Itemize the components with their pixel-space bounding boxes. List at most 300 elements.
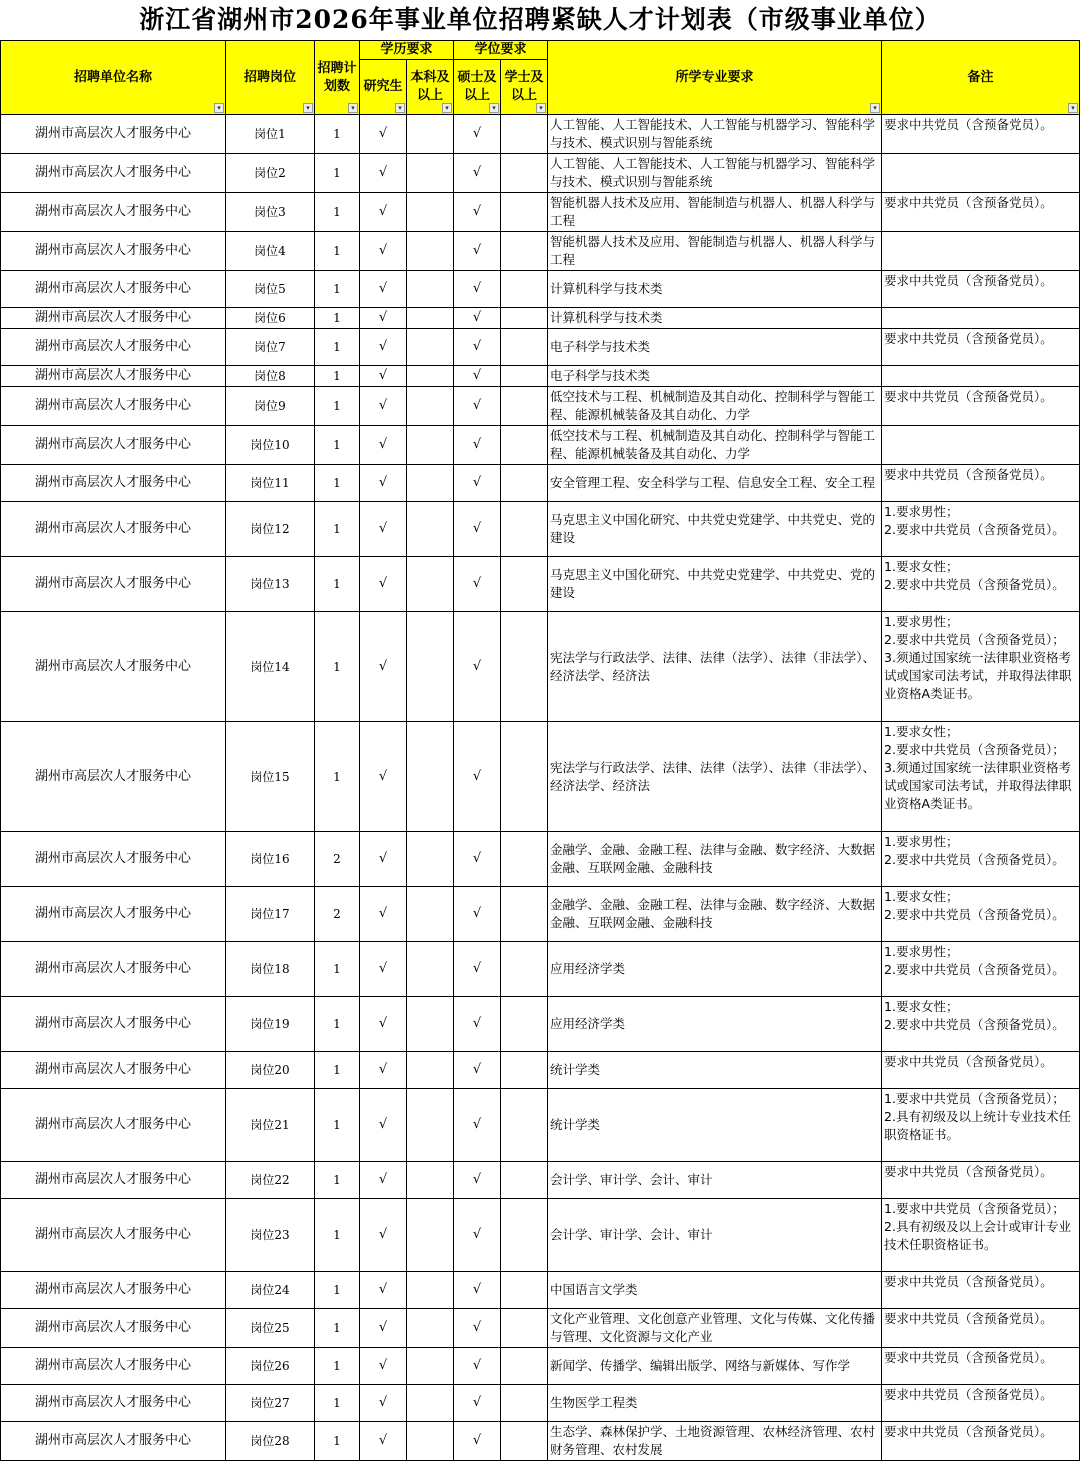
unit-cell[interactable]: 湖州市高层次人才服务中心	[1, 942, 226, 997]
note-cell[interactable]: 要求中共党员（含预备党员）。	[882, 387, 1080, 426]
major-cell[interactable]: 低空技术与工程、机械制造及其自动化、控制科学与智能工程、能源机械装备及其自动化、力学	[548, 387, 882, 426]
edu-bach-cell[interactable]	[407, 1052, 454, 1089]
major-cell[interactable]: 宪法学与行政法学、法律、法律（法学）、法律（非法学）、经济法学、经济法	[548, 612, 882, 722]
deg-master-cell[interactable]: √	[454, 997, 501, 1052]
count-cell[interactable]: 1	[315, 465, 360, 502]
header-deg-bach[interactable]: 学士及以上 ▾	[501, 60, 548, 115]
unit-cell[interactable]: 湖州市高层次人才服务中心	[1, 465, 226, 502]
count-cell[interactable]: 1	[315, 1199, 360, 1272]
filter-dropdown-icon[interactable]: ▾	[870, 103, 880, 113]
table-row	[1, 387, 1080, 426]
deg-bach-cell[interactable]	[501, 465, 548, 502]
table-row	[1, 193, 1080, 232]
unit-cell[interactable]: 湖州市高层次人才服务中心	[1, 612, 226, 722]
post-cell[interactable]: 岗位3	[226, 193, 315, 232]
major-cell[interactable]: 计算机科学与技术类	[548, 308, 882, 329]
unit-cell[interactable]: 湖州市高层次人才服务中心	[1, 1309, 226, 1348]
note-cell[interactable]: 1.要求女性； 2.要求中共党员（含预备党员）。	[882, 557, 1080, 612]
table-row	[1, 612, 1080, 722]
deg-master-cell[interactable]: √	[454, 308, 501, 329]
edu-grad-cell[interactable]: √	[360, 193, 407, 232]
note-cell[interactable]: 要求中共党员（含预备党员）。	[882, 329, 1080, 366]
edu-bach-cell[interactable]	[407, 232, 454, 271]
table-row	[1, 722, 1080, 832]
major-cell[interactable]: 宪法学与行政法学、法律、法律（法学）、法律（非法学）、经济法学、经济法	[548, 722, 882, 832]
deg-master-cell[interactable]: √	[454, 193, 501, 232]
edu-grad-cell[interactable]: √	[360, 1348, 407, 1385]
major-cell[interactable]: 中国语言文学类	[548, 1272, 882, 1309]
deg-master-cell[interactable]: √	[454, 1348, 501, 1385]
edu-bach-cell[interactable]	[407, 1385, 454, 1422]
major-cell[interactable]: 人工智能、人工智能技术、人工智能与机器学习、智能科学与技术、模式识别与智能系统	[548, 115, 882, 154]
unit-cell[interactable]: 湖州市高层次人才服务中心	[1, 154, 226, 193]
major-cell[interactable]: 统计学类	[548, 1089, 882, 1162]
note-cell[interactable]: 1.要求中共党员（含预备党员）； 2.具有初级及以上会计或审计专业技术任职资格证书。	[882, 1199, 1080, 1272]
deg-bach-cell[interactable]	[501, 232, 548, 271]
deg-bach-cell[interactable]	[501, 271, 548, 308]
count-cell[interactable]: 2	[315, 832, 360, 887]
major-cell[interactable]: 智能机器人技术及应用、智能制造与机器人、机器人科学与工程	[548, 232, 882, 271]
post-cell[interactable]: 岗位12	[226, 502, 315, 557]
deg-bach-cell[interactable]	[501, 832, 548, 887]
deg-master-cell[interactable]: √	[454, 942, 501, 997]
unit-cell[interactable]: 湖州市高层次人才服务中心	[1, 1052, 226, 1089]
filter-dropdown-icon[interactable]: ▾	[442, 103, 452, 113]
deg-master-cell[interactable]: √	[454, 832, 501, 887]
note-cell[interactable]: 1.要求女性； 2.要求中共党员（含预备党员）。	[882, 997, 1080, 1052]
edu-grad-cell[interactable]: √	[360, 1385, 407, 1422]
note-cell[interactable]: 1.要求中共党员（含预备党员）； 2.具有初级及以上统计专业技术任职资格证书。	[882, 1089, 1080, 1162]
note-cell[interactable]: 要求中共党员（含预备党员）。	[882, 1309, 1080, 1348]
edu-grad-cell[interactable]: √	[360, 232, 407, 271]
count-cell[interactable]: 1	[315, 1385, 360, 1422]
major-cell[interactable]: 低空技术与工程、机械制造及其自动化、控制科学与智能工程、能源机械装备及其自动化、力学	[548, 426, 882, 465]
post-cell[interactable]: 岗位15	[226, 722, 315, 832]
unit-cell[interactable]: 湖州市高层次人才服务中心	[1, 832, 226, 887]
table-row	[1, 1052, 1080, 1089]
deg-bach-cell[interactable]	[501, 366, 548, 387]
deg-bach-cell[interactable]	[501, 1162, 548, 1199]
edu-grad-cell[interactable]: √	[360, 557, 407, 612]
post-cell[interactable]: 岗位9	[226, 387, 315, 426]
count-cell[interactable]: 1	[315, 502, 360, 557]
major-cell[interactable]: 文化产业管理、文化创意产业管理、文化与传媒、文化传播与管理、文化资源与文化产业	[548, 1309, 882, 1348]
count-cell[interactable]: 1	[315, 1309, 360, 1348]
major-cell[interactable]: 生态学、森林保护学、土地资源管理、农林经济管理、农村财务管理、农村发展	[548, 1422, 882, 1461]
count-cell[interactable]: 1	[315, 115, 360, 154]
table-row	[1, 832, 1080, 887]
deg-bach-cell[interactable]	[501, 308, 548, 329]
edu-bach-cell[interactable]	[407, 1422, 454, 1461]
edu-bach-cell[interactable]	[407, 502, 454, 557]
header-edu-group: 学历要求	[360, 41, 454, 60]
edu-bach-cell[interactable]	[407, 887, 454, 942]
table-row	[1, 1089, 1080, 1162]
post-cell[interactable]: 岗位27	[226, 1385, 315, 1422]
note-cell[interactable]: 要求中共党员（含预备党员）。	[882, 1052, 1080, 1089]
deg-bach-cell[interactable]	[501, 1385, 548, 1422]
count-cell[interactable]: 1	[315, 154, 360, 193]
edu-grad-cell[interactable]: √	[360, 115, 407, 154]
table-row	[1, 308, 1080, 329]
deg-bach-cell[interactable]	[501, 154, 548, 193]
header-degree-group: 学位要求	[454, 41, 548, 60]
unit-cell[interactable]: 湖州市高层次人才服务中心	[1, 1272, 226, 1309]
table-row	[1, 329, 1080, 366]
unit-cell[interactable]: 湖州市高层次人才服务中心	[1, 1199, 226, 1272]
edu-bach-cell[interactable]	[407, 329, 454, 366]
edu-bach-cell[interactable]	[407, 115, 454, 154]
header-deg-master[interactable]: 硕士及以上 ▾	[454, 60, 501, 115]
post-cell[interactable]: 岗位16	[226, 832, 315, 887]
table-row	[1, 557, 1080, 612]
deg-bach-cell[interactable]	[501, 1052, 548, 1089]
deg-bach-cell[interactable]	[501, 387, 548, 426]
header-major[interactable]: 所学专业要求 ▾	[548, 41, 882, 115]
post-cell[interactable]: 岗位19	[226, 997, 315, 1052]
note-cell[interactable]: 1.要求女性； 2.要求中共党员（含预备党员）。	[882, 887, 1080, 942]
post-cell[interactable]: 岗位18	[226, 942, 315, 997]
unit-cell[interactable]: 湖州市高层次人才服务中心	[1, 193, 226, 232]
filter-dropdown-icon[interactable]: ▾	[489, 103, 499, 113]
deg-bach-cell[interactable]	[501, 722, 548, 832]
table-row	[1, 1385, 1080, 1422]
header-note[interactable]: 备注 ▾	[882, 41, 1080, 115]
major-cell[interactable]: 电子科学与技术类	[548, 329, 882, 366]
count-cell[interactable]: 1	[315, 308, 360, 329]
deg-master-cell[interactable]: √	[454, 1052, 501, 1089]
table-row	[1, 942, 1080, 997]
deg-master-cell[interactable]: √	[454, 1199, 501, 1272]
edu-bach-cell[interactable]	[407, 997, 454, 1052]
edu-bach-cell[interactable]	[407, 1272, 454, 1309]
deg-bach-cell[interactable]	[501, 1422, 548, 1461]
edu-grad-cell[interactable]: √	[360, 832, 407, 887]
deg-master-cell[interactable]: √	[454, 154, 501, 193]
edu-bach-cell[interactable]	[407, 308, 454, 329]
major-cell[interactable]: 安全管理工程、安全科学与工程、信息安全工程、安全工程	[548, 465, 882, 502]
edu-grad-cell[interactable]: √	[360, 887, 407, 942]
table-row	[1, 502, 1080, 557]
table-row	[1, 1272, 1080, 1309]
count-cell[interactable]: 1	[315, 232, 360, 271]
edu-grad-cell[interactable]: √	[360, 1052, 407, 1089]
post-cell[interactable]: 岗位13	[226, 557, 315, 612]
edu-bach-cell[interactable]	[407, 426, 454, 465]
deg-bach-cell[interactable]	[501, 1309, 548, 1348]
edu-grad-cell[interactable]: √	[360, 1162, 407, 1199]
unit-cell[interactable]: 湖州市高层次人才服务中心	[1, 722, 226, 832]
count-cell[interactable]: 1	[315, 426, 360, 465]
count-cell[interactable]: 1	[315, 329, 360, 366]
deg-bach-cell[interactable]	[501, 502, 548, 557]
edu-bach-cell[interactable]	[407, 722, 454, 832]
deg-master-cell[interactable]: √	[454, 1089, 501, 1162]
deg-bach-cell[interactable]	[501, 193, 548, 232]
edu-bach-cell[interactable]	[407, 387, 454, 426]
note-cell[interactable]: 1.要求男性； 2.要求中共党员（含预备党员）； 3.须通过国家统一法律职业资格考试或国家司法考试，并取得法律职业资格A类证书。	[882, 612, 1080, 722]
deg-bach-cell[interactable]	[501, 329, 548, 366]
deg-master-cell[interactable]: √	[454, 1309, 501, 1348]
edu-bach-cell[interactable]	[407, 271, 454, 308]
deg-master-cell[interactable]: √	[454, 426, 501, 465]
deg-master-cell[interactable]: √	[454, 329, 501, 366]
recruitment-table	[0, 40, 1080, 1461]
edu-bach-cell[interactable]	[407, 612, 454, 722]
edu-grad-cell[interactable]: √	[360, 329, 407, 366]
unit-cell[interactable]: 湖州市高层次人才服务中心	[1, 366, 226, 387]
table-row	[1, 154, 1080, 193]
edu-bach-cell[interactable]	[407, 832, 454, 887]
note-cell[interactable]: 要求中共党员（含预备党员）。	[882, 1272, 1080, 1309]
major-cell[interactable]: 马克思主义中国化研究、中共党史党建学、中共党史、党的建设	[548, 502, 882, 557]
post-cell[interactable]: 岗位26	[226, 1348, 315, 1385]
edu-bach-cell[interactable]	[407, 465, 454, 502]
edu-grad-cell[interactable]: √	[360, 612, 407, 722]
note-cell[interactable]	[882, 426, 1080, 465]
deg-master-cell[interactable]: √	[454, 366, 501, 387]
count-cell[interactable]: 1	[315, 1089, 360, 1162]
edu-bach-cell[interactable]	[407, 193, 454, 232]
unit-cell[interactable]: 湖州市高层次人才服务中心	[1, 887, 226, 942]
deg-bach-cell[interactable]	[501, 1348, 548, 1385]
unit-cell[interactable]: 湖州市高层次人才服务中心	[1, 997, 226, 1052]
count-cell[interactable]: 1	[315, 942, 360, 997]
deg-master-cell[interactable]: √	[454, 115, 501, 154]
post-cell[interactable]: 岗位22	[226, 1162, 315, 1199]
note-cell[interactable]: 要求中共党员（含预备党员）。	[882, 465, 1080, 502]
deg-master-cell[interactable]: √	[454, 1272, 501, 1309]
filter-dropdown-icon[interactable]: ▾	[348, 103, 358, 113]
deg-bach-cell[interactable]	[501, 426, 548, 465]
edu-grad-cell[interactable]: √	[360, 366, 407, 387]
deg-master-cell[interactable]: √	[454, 502, 501, 557]
major-cell[interactable]: 电子科学与技术类	[548, 366, 882, 387]
edu-bach-cell[interactable]	[407, 1162, 454, 1199]
deg-master-cell[interactable]: √	[454, 557, 501, 612]
deg-master-cell[interactable]: √	[454, 271, 501, 308]
unit-cell[interactable]: 湖州市高层次人才服务中心	[1, 502, 226, 557]
unit-cell[interactable]: 湖州市高层次人才服务中心	[1, 387, 226, 426]
major-cell[interactable]: 智能机器人技术及应用、智能制造与机器人、机器人科学与工程	[548, 193, 882, 232]
deg-bach-cell[interactable]	[501, 1272, 548, 1309]
edu-grad-cell[interactable]: √	[360, 1309, 407, 1348]
unit-cell[interactable]: 湖州市高层次人才服务中心	[1, 1385, 226, 1422]
table-row	[1, 232, 1080, 271]
major-cell[interactable]: 生物医学工程类	[548, 1385, 882, 1422]
edu-grad-cell[interactable]: √	[360, 502, 407, 557]
note-cell[interactable]: 要求中共党员（含预备党员）。	[882, 115, 1080, 154]
table-row	[1, 997, 1080, 1052]
edu-bach-cell[interactable]	[407, 1089, 454, 1162]
table-row	[1, 1422, 1080, 1461]
header-edu-grad[interactable]: 研究生 ▾	[360, 60, 407, 115]
edu-grad-cell[interactable]: √	[360, 387, 407, 426]
note-cell[interactable]: 1.要求男性； 2.要求中共党员（含预备党员）。	[882, 832, 1080, 887]
edu-grad-cell[interactable]: √	[360, 997, 407, 1052]
note-cell[interactable]: 要求中共党员（含预备党员）。	[882, 1162, 1080, 1199]
deg-bach-cell[interactable]	[501, 557, 548, 612]
major-cell[interactable]: 金融学、金融、金融工程、法律与金融、数字经济、大数据金融、互联网金融、金融科技	[548, 832, 882, 887]
filter-dropdown-icon[interactable]: ▾	[536, 103, 546, 113]
note-cell[interactable]: 1.要求男性； 2.要求中共党员（含预备党员）。	[882, 502, 1080, 557]
edu-bach-cell[interactable]	[407, 1309, 454, 1348]
deg-master-cell[interactable]: √	[454, 465, 501, 502]
table-row	[1, 1162, 1080, 1199]
header-unit[interactable]: 招聘单位名称 ▾	[1, 41, 226, 115]
unit-cell[interactable]: 湖州市高层次人才服务中心	[1, 308, 226, 329]
post-cell[interactable]: 岗位24	[226, 1272, 315, 1309]
edu-grad-cell[interactable]: √	[360, 942, 407, 997]
post-cell[interactable]: 岗位14	[226, 612, 315, 722]
deg-bach-cell[interactable]	[501, 887, 548, 942]
deg-master-cell[interactable]: √	[454, 1162, 501, 1199]
edu-bach-cell[interactable]	[407, 1348, 454, 1385]
note-cell[interactable]	[882, 308, 1080, 329]
edu-bach-cell[interactable]	[407, 942, 454, 997]
edu-grad-cell[interactable]: √	[360, 1422, 407, 1461]
deg-master-cell[interactable]: √	[454, 722, 501, 832]
deg-bach-cell[interactable]	[501, 612, 548, 722]
filter-dropdown-icon[interactable]: ▾	[395, 103, 405, 113]
post-cell[interactable]: 岗位1	[226, 115, 315, 154]
count-cell[interactable]: 1	[315, 1422, 360, 1461]
deg-bach-cell[interactable]	[501, 115, 548, 154]
count-cell[interactable]: 1	[315, 1272, 360, 1309]
filter-dropdown-icon[interactable]: ▾	[303, 103, 313, 113]
note-cell[interactable]: 要求中共党员（含预备党员）。	[882, 271, 1080, 308]
deg-bach-cell[interactable]	[501, 997, 548, 1052]
edu-bach-cell[interactable]	[407, 557, 454, 612]
count-cell[interactable]: 2	[315, 887, 360, 942]
note-cell[interactable]: 要求中共党员（含预备党员）。	[882, 193, 1080, 232]
post-cell[interactable]: 岗位28	[226, 1422, 315, 1461]
post-cell[interactable]: 岗位17	[226, 887, 315, 942]
count-cell[interactable]: 1	[315, 271, 360, 308]
unit-cell[interactable]: 湖州市高层次人才服务中心	[1, 329, 226, 366]
deg-bach-cell[interactable]	[501, 1199, 548, 1272]
major-cell[interactable]: 新闻学、传播学、编辑出版学、网络与新媒体、写作学	[548, 1348, 882, 1385]
filter-dropdown-icon[interactable]: ▾	[1068, 103, 1078, 113]
edu-grad-cell[interactable]: √	[360, 1272, 407, 1309]
page-title: 浙江省湖州市2026年事业单位招聘紧缺人才计划表（市级事业单位）	[139, 5, 941, 34]
edu-bach-cell[interactable]	[407, 154, 454, 193]
count-cell[interactable]: 1	[315, 612, 360, 722]
note-cell[interactable]: 要求中共党员（含预备党员）。	[882, 1348, 1080, 1385]
post-cell[interactable]: 岗位5	[226, 271, 315, 308]
unit-cell[interactable]: 湖州市高层次人才服务中心	[1, 557, 226, 612]
post-cell[interactable]: 岗位6	[226, 308, 315, 329]
unit-cell[interactable]: 湖州市高层次人才服务中心	[1, 426, 226, 465]
unit-cell[interactable]: 湖州市高层次人才服务中心	[1, 1162, 226, 1199]
count-cell[interactable]: 1	[315, 193, 360, 232]
count-cell[interactable]: 1	[315, 1162, 360, 1199]
major-cell[interactable]: 应用经济学类	[548, 942, 882, 997]
post-cell[interactable]: 岗位4	[226, 232, 315, 271]
count-cell[interactable]: 1	[315, 722, 360, 832]
post-cell[interactable]: 岗位21	[226, 1089, 315, 1162]
table-row	[1, 465, 1080, 502]
header-edu-bach[interactable]: 本科及以上 ▾	[407, 60, 454, 115]
post-cell[interactable]: 岗位8	[226, 366, 315, 387]
major-cell[interactable]: 统计学类	[548, 1052, 882, 1089]
count-cell[interactable]: 1	[315, 1052, 360, 1089]
deg-master-cell[interactable]: √	[454, 387, 501, 426]
edu-grad-cell[interactable]: √	[360, 308, 407, 329]
major-cell[interactable]: 会计学、审计学、会计、审计	[548, 1162, 882, 1199]
post-cell[interactable]: 岗位20	[226, 1052, 315, 1089]
deg-bach-cell[interactable]	[501, 1089, 548, 1162]
unit-cell[interactable]: 湖州市高层次人才服务中心	[1, 115, 226, 154]
note-cell[interactable]: 要求中共党员（含预备党员）。	[882, 1422, 1080, 1461]
unit-cell[interactable]: 湖州市高层次人才服务中心	[1, 232, 226, 271]
unit-cell[interactable]: 湖州市高层次人才服务中心	[1, 1089, 226, 1162]
unit-cell[interactable]: 湖州市高层次人才服务中心	[1, 271, 226, 308]
deg-master-cell[interactable]: √	[454, 887, 501, 942]
note-cell[interactable]	[882, 154, 1080, 193]
note-cell[interactable]: 1.要求男性； 2.要求中共党员（含预备党员）。	[882, 942, 1080, 997]
edu-grad-cell[interactable]: √	[360, 1199, 407, 1272]
edu-grad-cell[interactable]: √	[360, 465, 407, 502]
unit-cell[interactable]: 湖州市高层次人才服务中心	[1, 1348, 226, 1385]
edu-grad-cell[interactable]: √	[360, 154, 407, 193]
count-cell[interactable]: 1	[315, 366, 360, 387]
deg-bach-cell[interactable]	[501, 942, 548, 997]
note-cell[interactable]	[882, 232, 1080, 271]
table-row	[1, 1199, 1080, 1272]
deg-master-cell[interactable]: √	[454, 232, 501, 271]
unit-cell[interactable]: 湖州市高层次人才服务中心	[1, 1422, 226, 1461]
deg-master-cell[interactable]: √	[454, 1422, 501, 1461]
deg-master-cell[interactable]: √	[454, 1385, 501, 1422]
table-row	[1, 1348, 1080, 1385]
post-cell[interactable]: 岗位25	[226, 1309, 315, 1348]
post-cell[interactable]: 岗位23	[226, 1199, 315, 1272]
table-row	[1, 426, 1080, 465]
post-cell[interactable]: 岗位11	[226, 465, 315, 502]
note-cell[interactable]: 要求中共党员（含预备党员）。	[882, 1385, 1080, 1422]
major-cell[interactable]: 马克思主义中国化研究、中共党史党建学、中共党史、党的建设	[548, 557, 882, 612]
edu-grad-cell[interactable]: √	[360, 426, 407, 465]
major-cell[interactable]: 人工智能、人工智能技术、人工智能与机器学习、智能科学与技术、模式识别与智能系统	[548, 154, 882, 193]
post-cell[interactable]: 岗位7	[226, 329, 315, 366]
header-count[interactable]: 招聘计划数 ▾	[315, 41, 360, 115]
count-cell[interactable]: 1	[315, 557, 360, 612]
count-cell[interactable]: 1	[315, 387, 360, 426]
edu-grad-cell[interactable]: √	[360, 271, 407, 308]
edu-grad-cell[interactable]: √	[360, 722, 407, 832]
major-cell[interactable]: 计算机科学与技术类	[548, 271, 882, 308]
major-cell[interactable]: 会计学、审计学、会计、审计	[548, 1199, 882, 1272]
header-post[interactable]: 招聘岗位 ▾	[226, 41, 315, 115]
post-cell[interactable]: 岗位2	[226, 154, 315, 193]
count-cell[interactable]: 1	[315, 1348, 360, 1385]
major-cell[interactable]: 金融学、金融、金融工程、法律与金融、数字经济、大数据金融、互联网金融、金融科技	[548, 887, 882, 942]
edu-grad-cell[interactable]: √	[360, 1089, 407, 1162]
table-row	[1, 271, 1080, 308]
note-cell[interactable]	[882, 366, 1080, 387]
major-cell[interactable]: 应用经济学类	[548, 997, 882, 1052]
edu-bach-cell[interactable]	[407, 366, 454, 387]
table-row	[1, 1309, 1080, 1348]
deg-master-cell[interactable]: √	[454, 612, 501, 722]
note-cell[interactable]: 1.要求女性； 2.要求中共党员（含预备党员）； 3.须通过国家统一法律职业资格考试或国家司法考试，并取得法律职业资格A类证书。	[882, 722, 1080, 832]
post-cell[interactable]: 岗位10	[226, 426, 315, 465]
filter-dropdown-icon[interactable]: ▾	[214, 103, 224, 113]
count-cell[interactable]: 1	[315, 997, 360, 1052]
edu-bach-cell[interactable]	[407, 1199, 454, 1272]
table-row	[1, 366, 1080, 387]
